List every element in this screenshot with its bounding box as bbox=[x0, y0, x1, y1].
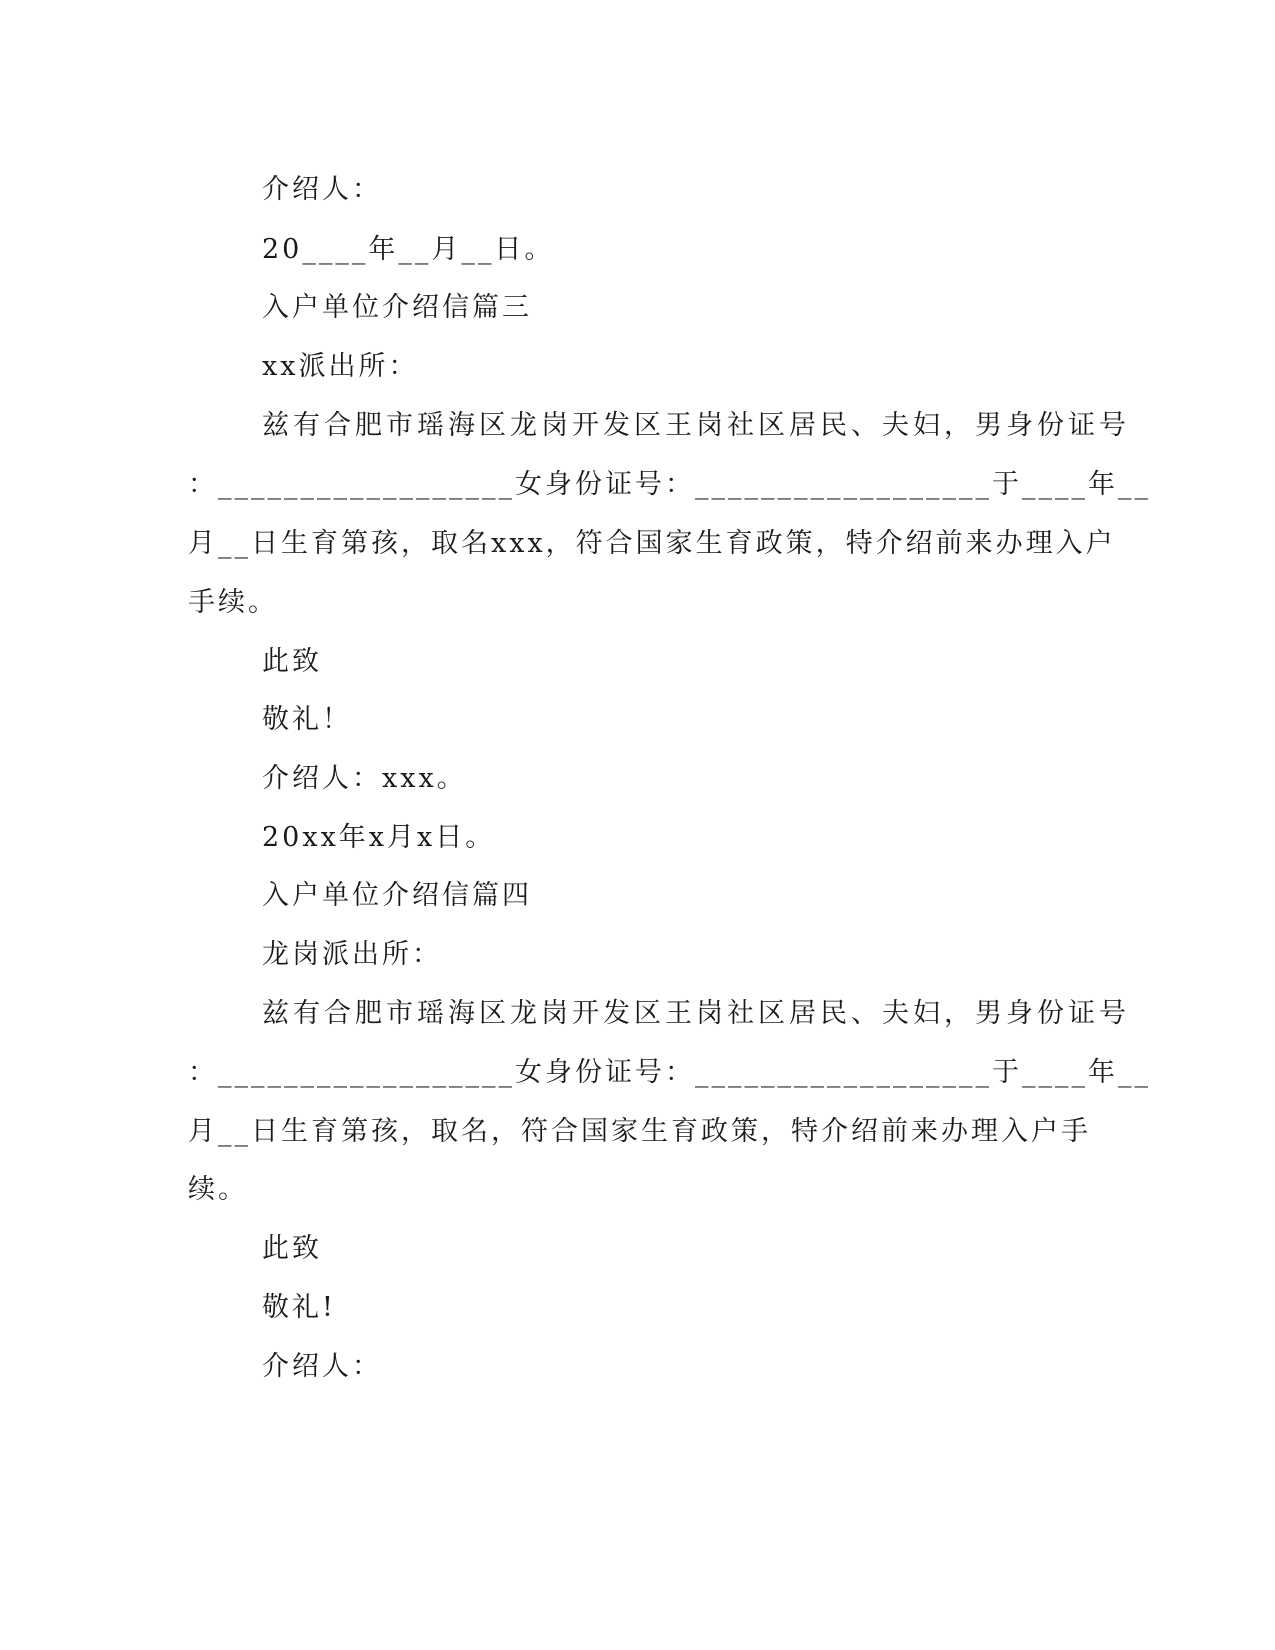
date-line: 20xx年x月x日。 bbox=[262, 822, 496, 853]
section-title-3: 入户单位介绍信篇三 bbox=[262, 292, 532, 323]
body-line: 手续。 bbox=[188, 587, 278, 618]
body-line: ：__________________女身份证号：__________________于____年__ bbox=[188, 469, 1151, 500]
section-title-4: 入户单位介绍信篇四 bbox=[262, 880, 532, 911]
body-line: 月__日生育第孩，取名xxx，符合国家生育政策，特介绍前来办理入户 bbox=[188, 528, 1116, 559]
body-line: ：__________________女身份证号：__________________于____年__ bbox=[188, 1057, 1151, 1088]
body-line: 月__日生育第孩，取名，符合国家生育政策，特介绍前来办理入户手 bbox=[188, 1116, 1091, 1147]
date-line: 20____年__月__日。 bbox=[262, 234, 555, 265]
closing-line: 此致 bbox=[262, 646, 322, 677]
introducer-line: 介绍人： bbox=[262, 174, 382, 205]
body-line: 兹有合肥市瑶海区龙岗开发区王岗社区居民、夫妇，男身份证号 bbox=[262, 998, 1130, 1029]
addressee-line: xx派出所： bbox=[262, 351, 419, 382]
body-line: 兹有合肥市瑶海区龙岗开发区王岗社区居民、夫妇，男身份证号 bbox=[262, 410, 1130, 441]
body-line: 续。 bbox=[188, 1174, 248, 1205]
introducer-line: 介绍人： bbox=[262, 1351, 382, 1382]
salutation-line: 敬礼! bbox=[262, 1292, 336, 1323]
introducer-line: 介绍人：xxx。 bbox=[262, 763, 467, 794]
closing-line: 此致 bbox=[262, 1233, 322, 1264]
salutation-line: 敬礼！ bbox=[262, 704, 352, 735]
addressee-line: 龙岗派出所： bbox=[262, 939, 442, 970]
